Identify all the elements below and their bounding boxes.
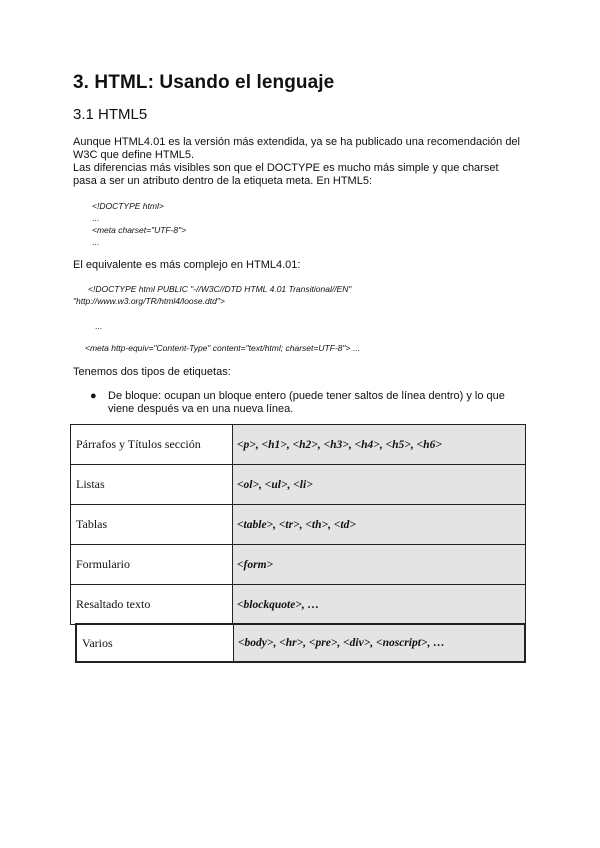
table-cell-label: Listas <box>71 465 233 504</box>
table-row <box>70 584 526 625</box>
table-row <box>70 504 526 545</box>
code-line: ... <box>92 237 100 247</box>
table-cell-label: Párrafos y Títulos sección <box>71 425 233 464</box>
code-tail: ... <box>350 343 360 353</box>
intro-line: Aunque HTML4.01 es la versión más extendida, ya se ha publicado una recomendación del <box>73 136 520 148</box>
table-cell-tags: <body>, <hr>, <pre>, <div>, <noscript>, … <box>234 625 524 661</box>
table-cell-tags: <blockquote>, … <box>233 585 525 624</box>
table-cell-tags: <ol>, <ul>, <li> <box>233 465 525 504</box>
table-cell-label: Resaltado texto <box>71 585 233 624</box>
types-text: Tenemos dos tipos de etiquetas: <box>73 366 231 378</box>
html4-code-block <box>73 283 351 307</box>
subsection-heading: 3.1 HTML5 <box>73 106 148 123</box>
table-cell-tags: <p>, <h1>, <h2>, <h3>, <h4>, <h5>, <h6> <box>233 425 525 464</box>
code-line: <meta http-equiv="Content-Type" content="text/html; charset=UTF-8"> <box>85 343 351 353</box>
bullet-line: viene después va en una nueva línea. <box>108 403 294 415</box>
intro-line: Las diferencias más visibles son que el DOCTYPE es mucho más simple y que charset <box>73 162 499 174</box>
html5-code-block <box>92 200 186 248</box>
table-cell-tags: <form> <box>233 545 525 584</box>
code-line: <meta charset="UTF-8"> <box>92 225 187 235</box>
code-ellipsis: ... <box>95 321 103 331</box>
intro-line: pasa a ser un atributo dentro de la etiqueta meta. En HTML5: <box>73 175 373 187</box>
code-line: ... <box>92 213 100 223</box>
code-line: "http://www.w3.org/TR/html4/loose.dtd"> <box>73 296 225 306</box>
section-heading: 3. HTML: Usando el lenguaje <box>73 72 335 93</box>
code-line: <!DOCTYPE html PUBLIC "-//W3C//DTD HTML 4.01 Transitional//EN" <box>88 284 352 294</box>
table-cell-tags: <table>, <tr>, <th>, <td> <box>233 505 525 544</box>
table-cell-label: Tablas <box>71 505 233 544</box>
table-row <box>70 424 526 465</box>
bullet-icon: ● <box>90 390 97 402</box>
bullet-line: De bloque: ocupan un bloque entero (puede tener saltos de línea dentro) y lo que <box>108 390 505 402</box>
intro-paragraph <box>73 136 543 188</box>
table-row <box>70 464 526 505</box>
table-cell-label: Formulario <box>71 545 233 584</box>
intro-line: W3C que define HTML5. <box>73 149 195 161</box>
code-line: <!DOCTYPE html> <box>92 201 164 211</box>
equivalent-text: El equivalente es más complejo en HTML4.01: <box>73 259 301 271</box>
html4-meta-line <box>85 342 360 354</box>
table-row <box>75 623 526 663</box>
table-cell-label: Varios <box>77 625 234 661</box>
bullet-text <box>108 390 528 416</box>
table-row <box>70 544 526 585</box>
